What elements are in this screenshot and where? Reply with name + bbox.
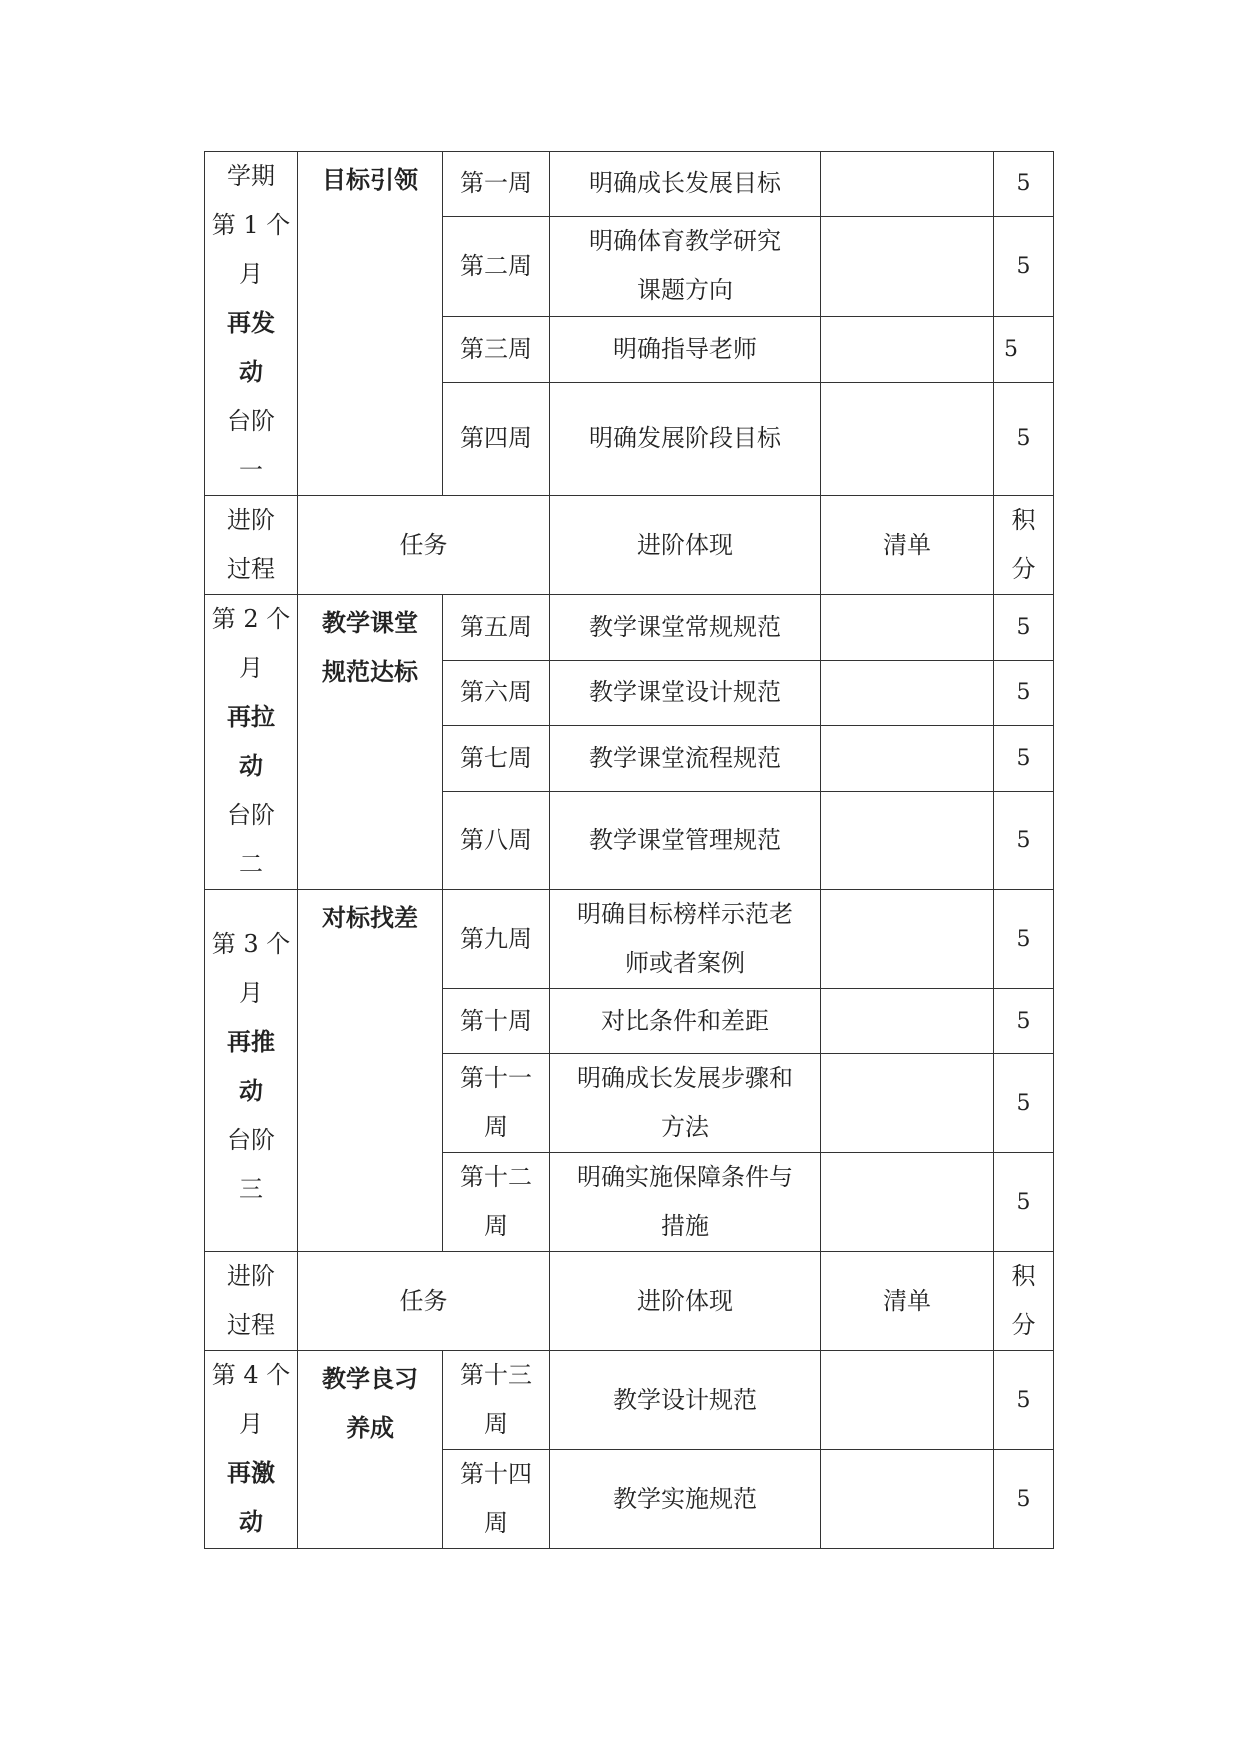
week-cell: 第十三 周	[443, 1351, 550, 1450]
points-cell: 5	[994, 382, 1054, 495]
week-cell: 第六周	[443, 660, 550, 726]
task-cell: 对标找差	[298, 890, 443, 1252]
table-row	[205, 1351, 1054, 1450]
list-cell	[821, 660, 994, 726]
points-cell: 5	[994, 726, 1054, 792]
list-cell	[821, 316, 994, 382]
header-list: 清单	[821, 496, 994, 595]
list-cell	[821, 726, 994, 792]
evidence-cell: 明确发展阶段目标	[550, 382, 821, 495]
header-row	[205, 496, 1054, 595]
week-cell: 第四周	[443, 382, 550, 495]
evidence-cell: 教学课堂常规规范	[550, 595, 821, 661]
points-cell: 5	[994, 1153, 1054, 1252]
list-cell	[821, 382, 994, 495]
header-row	[205, 1252, 1054, 1351]
stage-cell: 学期 第 1 个 月 再发 动 台阶 一	[205, 152, 298, 496]
points-cell: 5	[994, 660, 1054, 726]
evidence-cell: 教学课堂流程规范	[550, 726, 821, 792]
week-cell: 第一周	[443, 152, 550, 217]
evidence-cell: 明确实施保障条件与 措施	[550, 1153, 821, 1252]
points-cell: 5	[994, 595, 1054, 661]
header-task: 任务	[298, 1252, 550, 1351]
evidence-cell: 教学实施规范	[550, 1450, 821, 1549]
evidence-cell: 明确体育教学研究 课题方向	[550, 216, 821, 316]
points-cell: 5	[994, 316, 1054, 382]
list-cell	[821, 1153, 994, 1252]
stage-cell: 第 4 个 月 再激 动	[205, 1351, 298, 1549]
table-row	[205, 595, 1054, 661]
points-cell: 5	[994, 152, 1054, 217]
week-cell: 第五周	[443, 595, 550, 661]
header-process: 进阶 过程	[205, 496, 298, 595]
list-cell	[821, 595, 994, 661]
task-cell: 目标引领	[298, 152, 443, 496]
week-cell: 第十周	[443, 989, 550, 1054]
points-cell: 5	[994, 890, 1054, 989]
list-cell	[821, 152, 994, 217]
week-cell: 第八周	[443, 791, 550, 889]
header-task: 任务	[298, 496, 550, 595]
points-cell: 5	[994, 791, 1054, 889]
evidence-cell: 明确成长发展目标	[550, 152, 821, 217]
points-cell: 5	[994, 989, 1054, 1054]
week-cell: 第七周	[443, 726, 550, 792]
week-cell: 第十一 周	[443, 1054, 550, 1153]
list-cell	[821, 1351, 994, 1450]
header-evidence: 进阶体现	[550, 1252, 821, 1351]
task-cell: 教学良习 养成	[298, 1351, 443, 1549]
evidence-cell: 明确成长发展步骤和 方法	[550, 1054, 821, 1153]
week-cell: 第二周	[443, 216, 550, 316]
header-points: 积 分	[994, 1252, 1054, 1351]
week-cell: 第九周	[443, 890, 550, 989]
points-cell: 5	[994, 216, 1054, 316]
task-cell: 教学课堂 规范达标	[298, 595, 443, 890]
table-row	[205, 152, 1054, 217]
points-cell: 5	[994, 1054, 1054, 1153]
list-cell	[821, 1450, 994, 1549]
points-cell: 5	[994, 1450, 1054, 1549]
list-cell	[821, 989, 994, 1054]
stage-cell: 第 2 个 月 再拉 动 台阶 二	[205, 595, 298, 890]
header-list: 清单	[821, 1252, 994, 1351]
evidence-cell: 教学课堂管理规范	[550, 791, 821, 889]
header-evidence: 进阶体现	[550, 496, 821, 595]
evidence-cell: 教学课堂设计规范	[550, 660, 821, 726]
evidence-cell: 对比条件和差距	[550, 989, 821, 1054]
list-cell	[821, 890, 994, 989]
week-cell: 第十二 周	[443, 1153, 550, 1252]
points-cell: 5	[994, 1351, 1054, 1450]
header-process: 进阶 过程	[205, 1252, 298, 1351]
table-row	[205, 890, 1054, 989]
week-cell: 第三周	[443, 316, 550, 382]
evidence-cell: 明确指导老师	[550, 316, 821, 382]
growth-plan-table	[204, 151, 1054, 1549]
stage-cell: 第 3 个 月 再推 动 台阶 三	[205, 890, 298, 1252]
list-cell	[821, 216, 994, 316]
evidence-cell: 教学设计规范	[550, 1351, 821, 1450]
week-cell: 第十四 周	[443, 1450, 550, 1549]
header-points: 积 分	[994, 496, 1054, 595]
list-cell	[821, 791, 994, 889]
list-cell	[821, 1054, 994, 1153]
evidence-cell: 明确目标榜样示范老 师或者案例	[550, 890, 821, 989]
